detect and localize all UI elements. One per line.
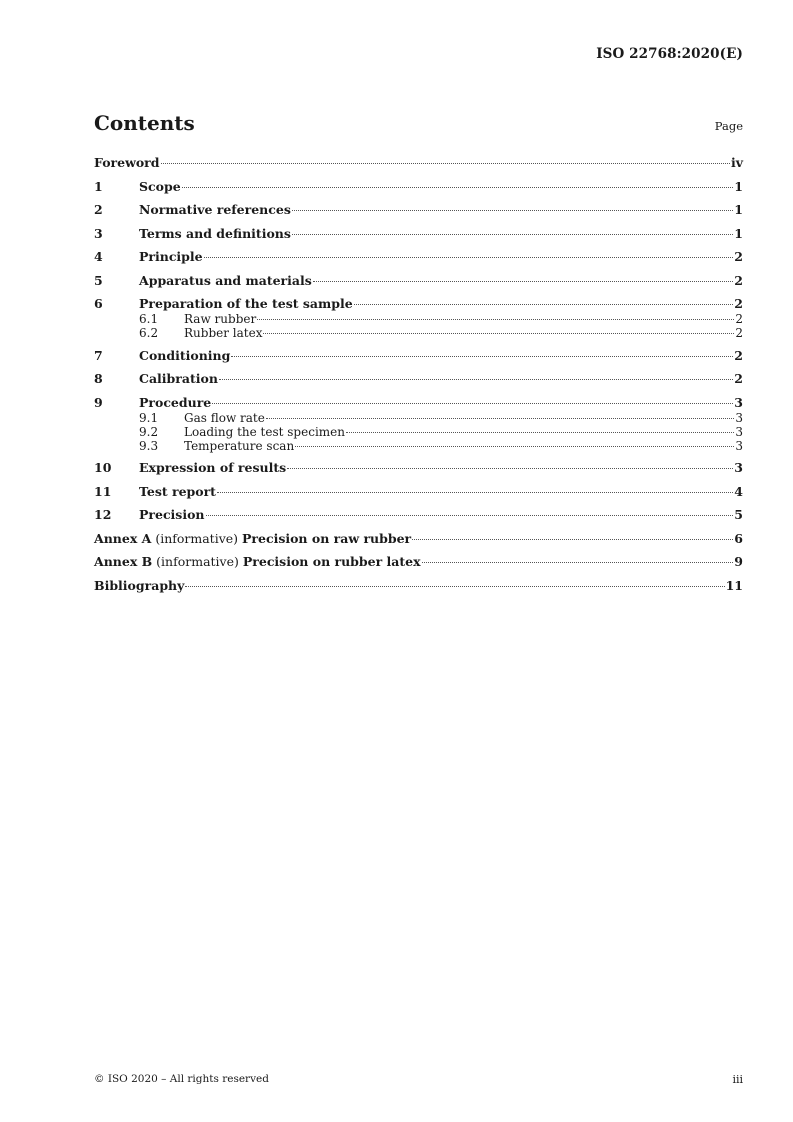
toc-leader-dots — [231, 356, 733, 357]
annex-label: Annex B — [94, 554, 153, 569]
toc-entry-page: 2 — [734, 347, 743, 363]
annex-type: (informative) — [151, 530, 243, 546]
toc-subentry-gas-flow-rate[interactable] — [94, 411, 743, 425]
toc-entry-apparatus-and-materials[interactable] — [94, 273, 743, 289]
annex-title: Precision on raw rubber — [242, 530, 412, 546]
toc-leader-dots — [287, 468, 733, 469]
toc-leader-dots — [161, 163, 730, 164]
toc-entry-title: Apparatus and materials — [139, 272, 312, 288]
toc-entry-page: 3 — [735, 438, 743, 453]
toc-entry-title: Principle — [139, 249, 203, 264]
toc-entry-page: 2 — [734, 371, 743, 386]
table-of-contents — [94, 155, 743, 594]
toc-entry-calibration[interactable] — [94, 371, 743, 387]
toc-entry-page: 3 — [734, 460, 743, 475]
toc-entry-annex-b[interactable] — [94, 554, 743, 570]
toc-leader-dots — [206, 515, 734, 516]
toc-entry-title — [94, 531, 411, 547]
toc-leader-dots — [212, 403, 733, 404]
document-id: ISO 22768:2020(E) — [596, 46, 743, 62]
toc-entry-title: Temperature scan — [184, 438, 295, 453]
toc-entry-number: 9.2 — [139, 424, 159, 439]
page-number: iii — [732, 1073, 743, 1086]
toc-entry-title: Bibliography — [94, 577, 185, 593]
toc-entry-page: 1 — [734, 202, 743, 217]
toc-entry-page: 2 — [734, 272, 743, 288]
toc-entry-conditioning[interactable] — [94, 348, 743, 364]
toc-leader-dots — [292, 234, 733, 235]
toc-entry-number: 4 — [94, 249, 103, 264]
toc-entry-normative-references[interactable] — [94, 202, 743, 218]
toc-entry-number: 9 — [94, 394, 103, 410]
toc-entry-preparation-of-test-sample[interactable] — [94, 296, 743, 312]
toc-entry-page: iv — [730, 155, 743, 170]
annex-title: Precision on rubber latex — [242, 554, 421, 569]
toc-entry-title: Calibration — [139, 371, 218, 386]
toc-entry-title: Preparation of the test sample — [139, 296, 353, 311]
toc-entry-annex-a[interactable] — [94, 531, 743, 547]
toc-subentry-rubber-latex[interactable] — [94, 326, 743, 340]
toc-leader-dots — [412, 539, 733, 540]
toc-entry-number: 8 — [94, 371, 103, 386]
toc-entry-number: 1 — [94, 178, 103, 194]
toc-entry-scope[interactable] — [94, 179, 743, 195]
annex-type: (informative) — [152, 554, 243, 569]
toc-entry-title: Precision — [139, 507, 205, 522]
toc-leader-dots — [346, 432, 734, 433]
toc-entry-number: 6.1 — [139, 312, 159, 326]
toc-leader-dots — [257, 319, 734, 320]
toc-subentry-raw-rubber[interactable] — [94, 312, 743, 326]
toc-leader-dots — [204, 257, 734, 258]
toc-entry-page: 2 — [734, 296, 743, 311]
toc-leader-dots — [185, 586, 724, 587]
toc-entry-title: Foreword — [94, 155, 160, 170]
toc-entry-number: 12 — [94, 507, 112, 522]
toc-entry-title: Procedure — [139, 394, 212, 410]
toc-leader-dots — [263, 333, 734, 334]
toc-entry-number: 9.3 — [139, 438, 159, 453]
toc-entry-title: Loading the test specimen — [184, 424, 345, 439]
toc-entry-page: 1 — [734, 178, 743, 194]
annex-label: Annex A — [94, 530, 152, 546]
toc-entry-number: 6 — [94, 296, 103, 311]
toc-leader-dots — [354, 304, 734, 305]
toc-entry-principle[interactable] — [94, 249, 743, 265]
toc-subentry-loading-test-specimen[interactable] — [94, 425, 743, 439]
contents-heading: Contents — [94, 111, 195, 135]
toc-leader-dots — [217, 492, 733, 493]
toc-entry-page: 2 — [735, 326, 743, 340]
toc-entry-page: 2 — [735, 312, 743, 326]
toc-entry-foreword[interactable] — [94, 155, 743, 171]
toc-entry-title: Terms and definitions — [139, 225, 291, 241]
toc-entry-title: Test report — [139, 483, 216, 499]
toc-leader-dots — [219, 379, 733, 380]
toc-entry-number: 2 — [94, 202, 103, 217]
toc-entry-title: Scope — [139, 178, 181, 194]
toc-entry-title: Raw rubber — [184, 312, 257, 326]
toc-entry-number: 10 — [94, 460, 112, 475]
toc-entry-bibliography[interactable] — [94, 578, 743, 594]
toc-entry-precision[interactable] — [94, 507, 743, 523]
toc-leader-dots — [422, 562, 734, 563]
toc-entry-number: 7 — [94, 347, 103, 363]
toc-subentry-temperature-scan[interactable] — [94, 439, 743, 453]
toc-leader-dots — [182, 187, 734, 188]
page-column-label: Page — [714, 119, 743, 133]
toc-entry-number: 11 — [94, 483, 112, 499]
toc-entry-page: 9 — [734, 554, 743, 569]
toc-entry-number: 3 — [94, 225, 103, 241]
toc-entry-page: 3 — [735, 424, 743, 439]
toc-entry-test-report[interactable] — [94, 484, 743, 500]
toc-entry-number: 5 — [94, 272, 103, 288]
toc-entry-number: 9.1 — [139, 410, 159, 425]
toc-entry-page: 5 — [734, 507, 743, 522]
toc-entry-title: Normative references — [139, 202, 291, 217]
toc-entry-number: 6.2 — [139, 326, 159, 340]
toc-entry-page: 3 — [735, 410, 743, 425]
toc-leader-dots — [292, 210, 733, 211]
toc-entry-procedure[interactable] — [94, 395, 743, 411]
toc-entry-title: Rubber latex — [184, 326, 263, 340]
toc-entry-page: 2 — [734, 249, 743, 264]
toc-entry-page: 6 — [734, 530, 743, 546]
toc-entry-terms-and-definitions[interactable] — [94, 226, 743, 242]
toc-leader-dots — [313, 281, 734, 282]
toc-leader-dots — [295, 446, 734, 447]
toc-entry-page: 11 — [725, 577, 743, 593]
copyright-notice: © ISO 2020 – All rights reserved — [94, 1073, 269, 1085]
toc-leader-dots — [266, 418, 735, 419]
toc-entry-page: 4 — [734, 483, 743, 499]
toc-entry-expression-of-results[interactable] — [94, 460, 743, 476]
toc-entry-page: 3 — [734, 394, 743, 410]
toc-entry-title: Conditioning — [139, 347, 231, 363]
toc-entry-title: Expression of results — [139, 460, 287, 475]
toc-entry-title: Gas flow rate — [184, 410, 265, 425]
toc-entry-title — [94, 554, 421, 570]
toc-entry-page: 1 — [734, 225, 743, 241]
